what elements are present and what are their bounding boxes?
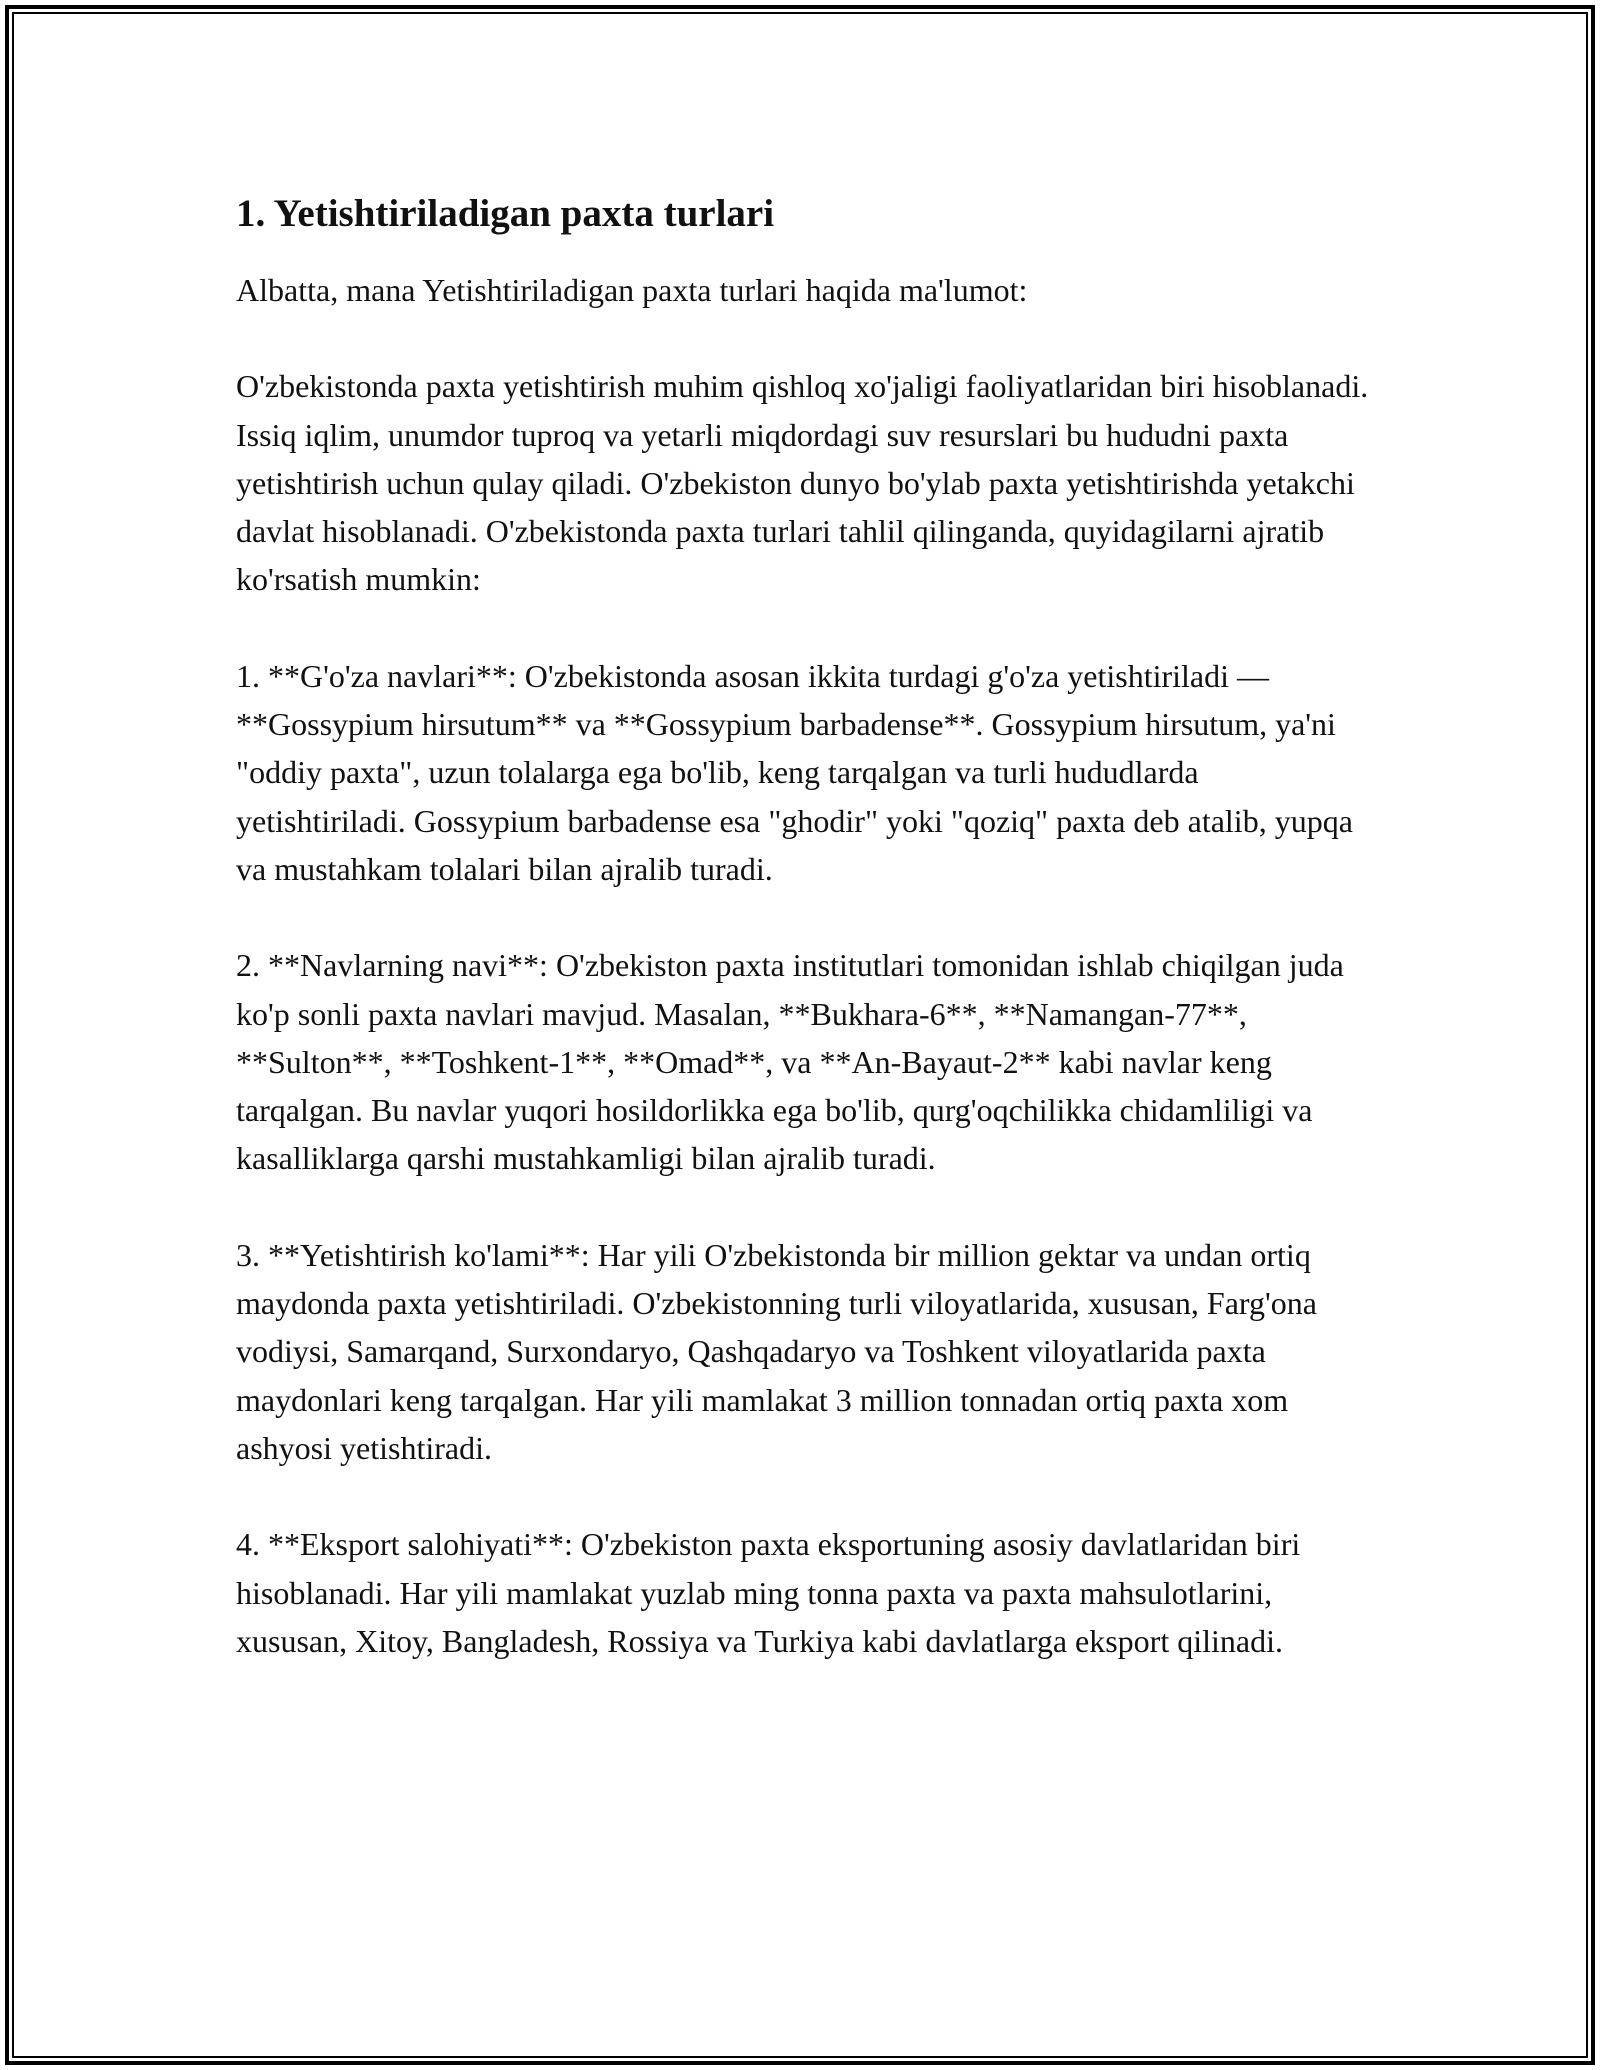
overview-paragraph: O'zbekistonda paxta yetishtirish muhim qishloq xo'jaligi faoliyatlaridan biri hisoblanadi. Issiq iqlim, unumdor tuproq va yetarli miqdordagi suv resurslari bu hududni paxta yetishtirish uchun qulay qiladi. O'zbekiston dunyo bo'ylab paxta yetishtirishda yetakchi davlat hisoblanadi. O'zbekistonda paxta turlari tahlil qilinganda, quyidagilarni ajratib ko'rsatish mumkin: [236, 368, 1369, 598]
intro-paragraph: Albatta, mana Yetishtiriladigan paxta turlari haqida ma'lumot: [236, 272, 1028, 308]
document-body [236, 186, 1376, 1665]
list-item-export-potential: 4. **Eksport salohiyati**: O'zbekiston paxta eksportuning asosiy davlatlaridan biri hisoblanadi. Har yili mamlakat yuzlab ming tonna paxta va paxta mahsulotlarini, xususan, Xitoy, Bangladesh, Rossiya va Turkiya kabi davlatlarga eksport qilinadi. [236, 1526, 1301, 1659]
list-item-cultivation-scale: 3. **Yetishtirish ko'lami**: Har yili O'zbekistonda bir million gektar va undan ortiq maydonda paxta yetishtiriladi. O'zbekistonning turli viloyatlarida, xususan, Farg'ona vodiysi, Samarqand, Surxondaryo, Qashqadaryo va Toshkent viloyatlarida paxta maydonlari keng tarqalgan. Har yili mamlakat 3 million tonnadan ortiq paxta xom ashyosi yetishtiradi. [236, 1236, 1317, 1466]
list-item-cotton-varieties: 2. **Navlarning navi**: O'zbekiston paxta institutlari tomonidan ishlab chiqilgan juda ko'p sonli paxta navlari mavjud. Masalan, **Bukhara-6**, **Namangan-77**, **Sulton**, **Toshkent-1**, **Omad**, va **An-Bayaut-2** kabi navlar keng tarqalgan. Bu navlar yuqori hosildorlikka ega bo'lib, qurg'oqchilikka chidamliligi va kasalliklarga qarshi mustahkamligi bilan ajralib turadi. [236, 947, 1344, 1177]
document-title: 1. Yetishtiriladigan paxta turlari [236, 192, 775, 235]
list-item-cotton-species: 1. **G'o'za navlari**: O'zbekistonda asosan ikkita turdagi g'o'za yetishtiriladi — **Gossypium hirsutum** va **Gossypium barbadense**. Gossypium hirsutum, ya'ni "oddiy paxta", uzun tolalarga ega bo'lib, keng tarqalgan va turli hududlarda yetishtiriladi. Gossypium barbadense esa "ghodir" yoki "qoziq" paxta deb atalib, yupqa va mustahkam tolalari bilan ajralib turadi. [236, 657, 1353, 887]
